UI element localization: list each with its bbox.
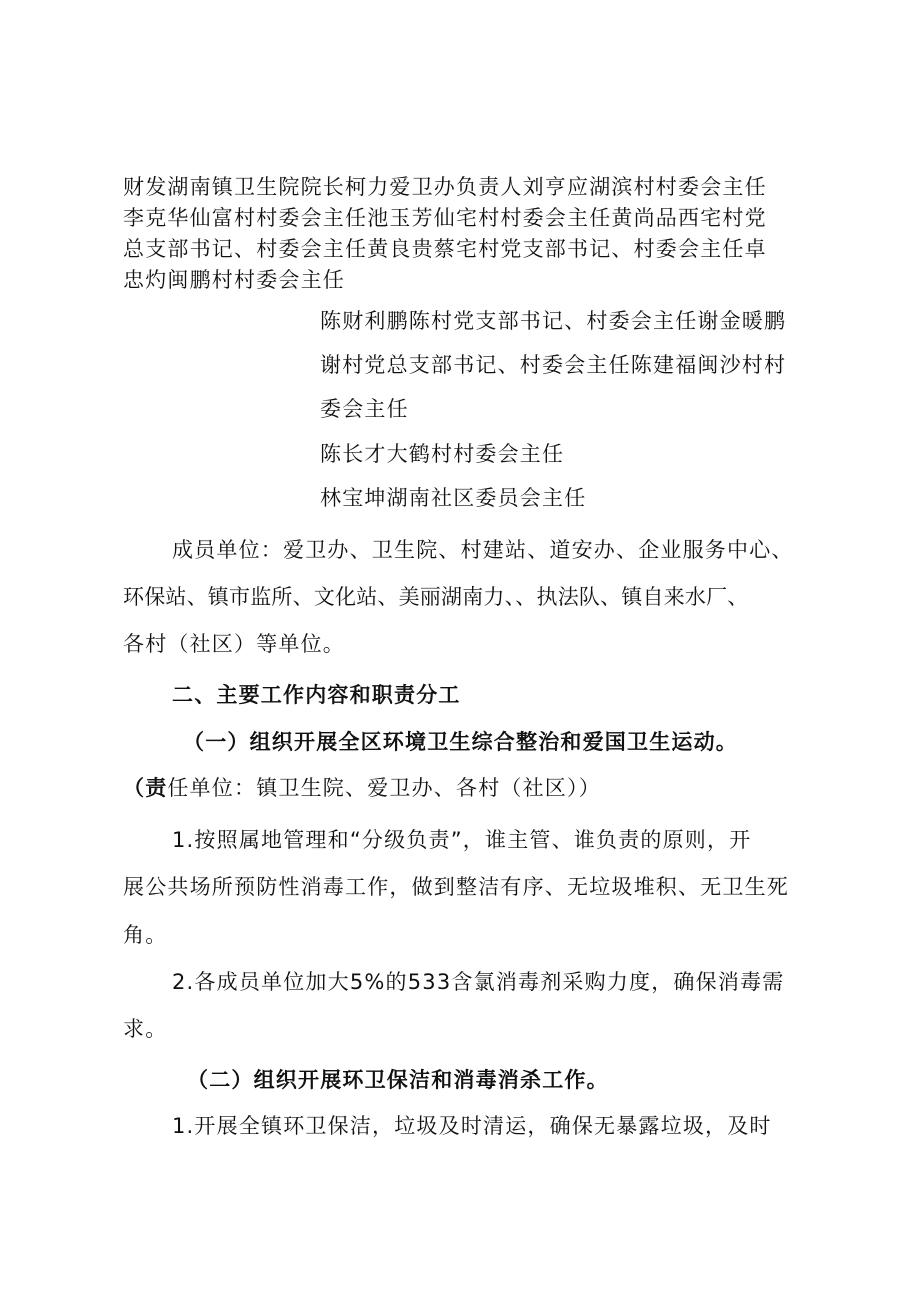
responsible-prefix: （责 [123, 776, 168, 800]
responsible-rest: 任单位：镇卫生院、爱卫办、各村（社区）） [167, 776, 601, 800]
item-2-line-1: 2.各成员单位加大5%的533含氯消毒剂采购力度，确保消毒需 [172, 970, 785, 994]
members-line-2: 环保站、镇市监所、文化站、美丽湖南力、、执法队、镇自来水厂、 [123, 585, 749, 609]
subsection-two-heading: （二）组织开展环卫保洁和消毒消杀工作。 [187, 1068, 609, 1092]
item-1-line-3: 角。 [123, 923, 168, 947]
intro-line-1: 财发湖南镇卫生院院长柯力爱卫办负责人刘亨应湖滨村村委会主任 [123, 175, 767, 199]
intro-line-2: 李克华仙富村村委会主任池玉芳仙宅村村委会主任黄尚品西宅村党 [123, 206, 767, 230]
item-1-line-2: 展公共场所预防性消毒工作，做到整洁有序、无垃圾堆积、无卫生死 [123, 875, 789, 899]
indented-line-4: 陈长才大鹤村村委会主任 [320, 442, 565, 466]
indented-line-5: 林宝坤湖南社区委员会主任 [320, 486, 587, 510]
indented-line-3: 委会主任 [320, 397, 409, 421]
item-2-line-2: 求。 [123, 1017, 168, 1041]
members-line-3: 各村（社区）等单位。 [123, 632, 345, 656]
indented-line-1: 陈财利鹏陈村党支部书记、村委会主任谢金暖鹏 [320, 309, 787, 333]
item-1-line-1: 1.按照属地管理和“分级负责”，谁主管、谁负责的原则，开 [172, 828, 752, 852]
subsection-one-heading: （一）组织开展全区环境卫生综合整治和爱国卫生运动。 [183, 730, 738, 754]
intro-line-4: 忠灼闽鹏村村委会主任 [123, 268, 345, 292]
sub2-item-1-line-1: 1.开展全镇环卫保洁，垃圾及时清运，确保无暴露垃圾，及时 [172, 1114, 772, 1138]
indented-line-2: 谢村党总支部书记、村委会主任陈建福闽沙村村 [320, 353, 787, 377]
responsible-units [123, 773, 601, 803]
section-two-heading: 二、主要工作内容和职责分工 [172, 683, 461, 707]
intro-line-3: 总支部书记、村委会主任黄良贵蔡宅村党支部书记、村委会主任卓 [123, 237, 767, 261]
members-line-1: 成员单位：爱卫办、卫生院、村建站、道安办、企业服务中心、 [172, 538, 794, 562]
